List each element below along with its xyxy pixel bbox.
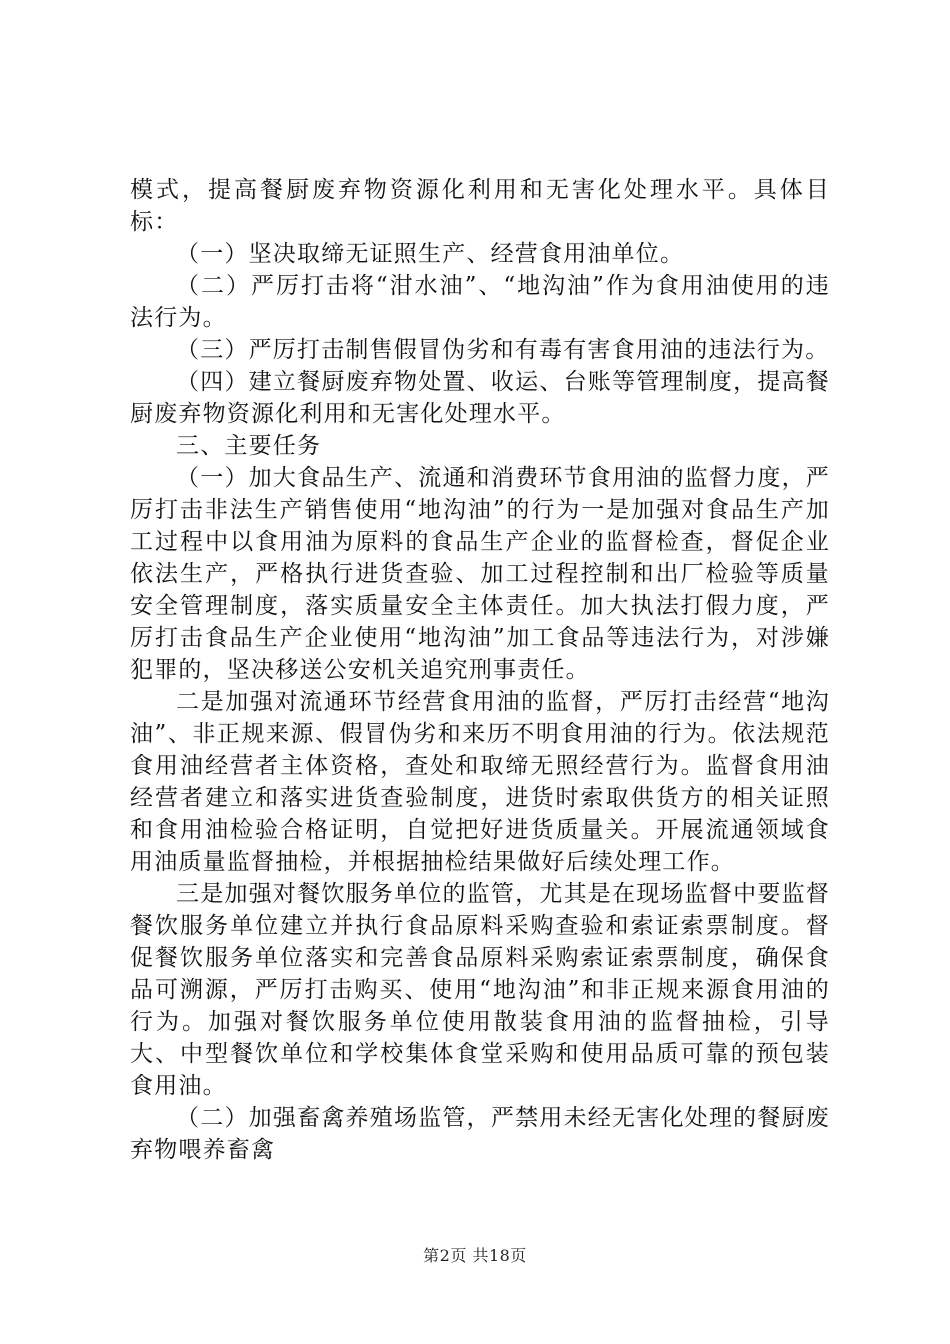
section-heading-main-tasks: 三、主要任务: [176, 433, 322, 459]
paragraph-task-1: （一）加大食品生产、流通和消费环节食用油的监督力度，严厉打击非法生产销售使用“地沟油”的行为一是加强对食品生产加工过程中以食用油为原料的食品生产企业的监督检查，督促企业依法生产，严格执行进货查验、加工过程控制和出厂检验等质量安全管理制度，落实质量安全主体责任。加大执法打假力度，严厉打击食品生产企业使用“地沟油”加工食品等违法行为，对涉嫌犯罪的，坚决移送公安机关追究刑事责任。: [130, 465, 830, 683]
paragraph-goal-1: （一）坚决取缔无证照生产、经营食用油单位。: [176, 241, 685, 267]
paragraph-goal-4: （四）建立餐厨废弃物处置、收运、台账等管理制度，提高餐厨废弃物资源化利用和无害化处理水平。: [130, 369, 830, 427]
paragraph-goal-2: （二）严厉打击将“泔水油”、“地沟油”作为食用油使用的违法行为。: [130, 273, 830, 331]
paragraph-task-2: （二）加强畜禽养殖场监管，严禁用未经无害化处理的餐厨废弃物喂养畜禽: [130, 1105, 830, 1163]
paragraph-intro-continuation: 模式，提高餐厨废弃物资源化利用和无害化处理水平。具体目标：: [130, 177, 830, 235]
page-footer: 第2页 共18页: [423, 1246, 527, 1265]
paragraph-task-1-part-3: 三是加强对餐饮服务单位的监管，尤其是在现场监督中要监督餐饮服务单位建立并执行食品原料采购查验和索证索票制度。督促餐饮服务单位落实和完善食品原料采购索证索票制度，确保食品可溯源，严厉打击购买、使用“地沟油”和非正规来源食用油的行为。加强对餐饮服务单位使用散装食用油的监督抽检，引导大、中型餐饮单位和学校集体食堂采购和使用品质可靠的预包装食用油。: [130, 881, 830, 1099]
document-body: [130, 174, 830, 1166]
paragraph-task-1-part-2: 二是加强对流通环节经营食用油的监督，严厉打击经营“地沟油”、非正规来源、假冒伪劣和来历不明食用油的行为。依法规范食用油经营者主体资格，查处和取缔无照经营行为。监督食用油经营者建立和落实进货查验制度，进货时索取供货方的相关证照和食用油检验合格证明，自觉把好进货质量关。开展流通领域食用油质量监督抽检，并根据抽检结果做好后续处理工作。: [130, 689, 830, 875]
paragraph-goal-3: （三）严厉打击制售假冒伪劣和有毒有害食用油的违法行为。: [176, 337, 830, 363]
